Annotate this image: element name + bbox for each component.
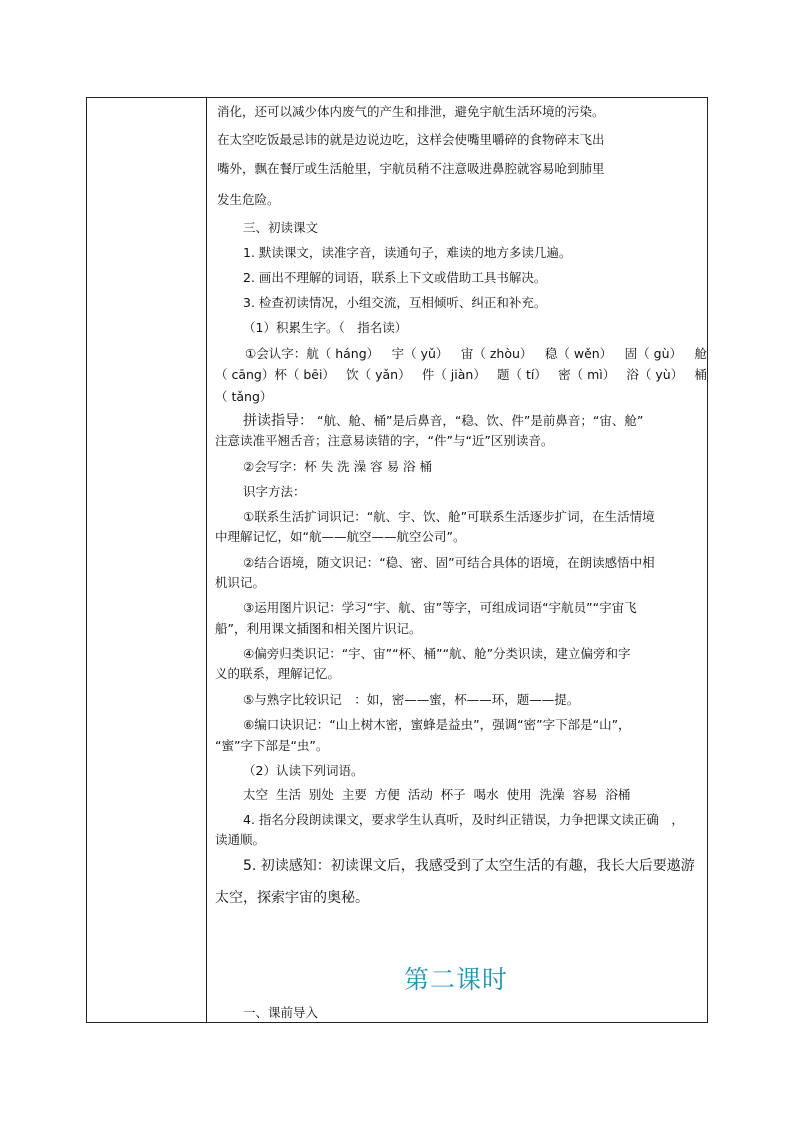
step-4-line-1: 4. 指名分段朗读课文，要求学生认真听，及时纠正错误，力争把课文读正确 ， [243,812,684,827]
pinyin-char: 航（ háng） [306,346,380,361]
step-2: 2. 画出不理解的词语，联系上下文或借助工具书解决。 [243,270,547,285]
method-6-line-1: ⑥编口诀识记：“山上树木密，蜜蜂是益虫”，强调“密”字下部是“山”， [243,717,631,732]
pinyin-char: （ cāng）杯（ bēi） [215,367,335,382]
pinyin-row-1 [215,346,707,362]
pinyin-char: 宇（ yǔ） [391,346,449,361]
method-2-line-1: ②结合语境，随文识记：“稳、密、固”可结合具体的语境，在朗读感悟中相 [243,555,655,570]
pinyin-row-3: （ tǎng） [215,389,273,404]
write-chars-list: 杯 失 洗 澡 容 易 浴 桶 [304,459,433,474]
write-chars-line [243,459,432,475]
method-1-line-1: ①联系生活扩词识记：“航、宇、饮、舱”可联系生活逐步扩词，在生活情境 [243,509,655,524]
pinyin-guide-text: “航、舱、桶”是后鼻音，“稳、饮、件”是前鼻音；“宙、舱” [316,413,644,428]
pinyin-item [215,346,379,362]
method-3-line-1: ③运用图片识记：学习“宇、航、宙”等字，可组成词语“宇航员”“宇宙飞 [243,600,637,615]
pinyin-char: 件（ jiàn） [421,367,486,382]
words-list: 太空 生活 别处 主要 方便 活动 杯子 喝水 使用 洗澡 容易 浴桶 [243,787,631,802]
step-5-line-1: 5. 初读感知：初读课文后，我感受到了太空生活的有趣，我长大后要遨游 [243,858,695,874]
section-title-first-reading: 三、初读课文 [243,220,319,235]
words-title: （2）认读下列词语。 [243,763,364,778]
method-4-line-2: 义的联系，理解记忆。 [215,666,341,681]
intro-line-3: 嘴外，飘在餐厅或生活舱里，宇航员稍不注意吸进鼻腔就容易呛到肺里 [217,161,605,176]
step-1: 1. 默读课文，读准字音，读通句子，难读的地方多读几遍。 [243,245,572,260]
pinyin-row-2 [215,367,707,383]
step-5-line-2: 太空，探索宇宙的奥秘。 [215,890,369,906]
intro-line-2: 在太空吃饭最忌讳的就是边说边吃，这样会使嘴里嚼碎的食物碎末飞出 [217,132,605,147]
step-3-sub-1: （1）积累生字。（ 指名读） [243,320,408,335]
intro-line-4: 发生危险。 [217,192,280,207]
pinyin-char: 固（ gù） [624,346,682,361]
pinyin-guide-line-2: 注意读准平翘舌音；注意易读错的字，“件”与“近”区别读音。 [215,433,554,448]
recognize-label: ①会认字： [245,346,307,361]
step-4-line-2: 读通顺。 [215,832,266,847]
table-column-divider [206,97,207,1023]
lesson-2-heading: 第二课时 [404,965,509,994]
step-3: 3. 检查初读情况，小组交流，互相倾听、纠正和补充。 [243,295,547,310]
pinyin-char: 稳（ wěn） [544,346,613,361]
method-4-line-1: ④偏旁归类识记：“宇、宙”“杯、桶”“航、舱”分类识读，建立偏旁和字 [243,646,631,661]
method-6-line-2: “蜜”字下部是“虫”。 [215,738,329,753]
method-2-line-2: 机识记。 [215,575,266,590]
methods-title: 识字方法： [243,484,306,499]
method-1-line-2: 中理解记忆，如“航——航空——航空公司”。 [215,529,466,544]
pinyin-char: 舱 [694,346,707,361]
write-chars-label: ②会写字： [243,459,305,474]
intro-line-1: 消化，还可以减少体内废气的产生和排泄，避免宇航生活环境的污染。 [217,104,605,119]
method-5: ⑤与熟字比较识记 ：如，密——蜜，杯——环，题——提。 [243,692,580,707]
lesson-2-intro-title: 一、课前导入 [243,1005,319,1020]
pinyin-char: 题（ tí） [497,367,547,382]
method-3-line-2: 船”，利用课文插图和相关图片识记。 [215,621,422,636]
pinyin-char: 浴（ yù） [626,367,684,382]
pinyin-guide-heading: 拼读指导： [243,413,313,429]
pinyin-char: 桶 [694,367,707,382]
pinyin-char: 饮（ yǎn） [346,367,411,382]
pinyin-char: 密（ mì） [558,367,616,382]
pinyin-guide-line-1 [243,413,643,429]
pinyin-char: 宙（ zhòu） [460,346,533,361]
